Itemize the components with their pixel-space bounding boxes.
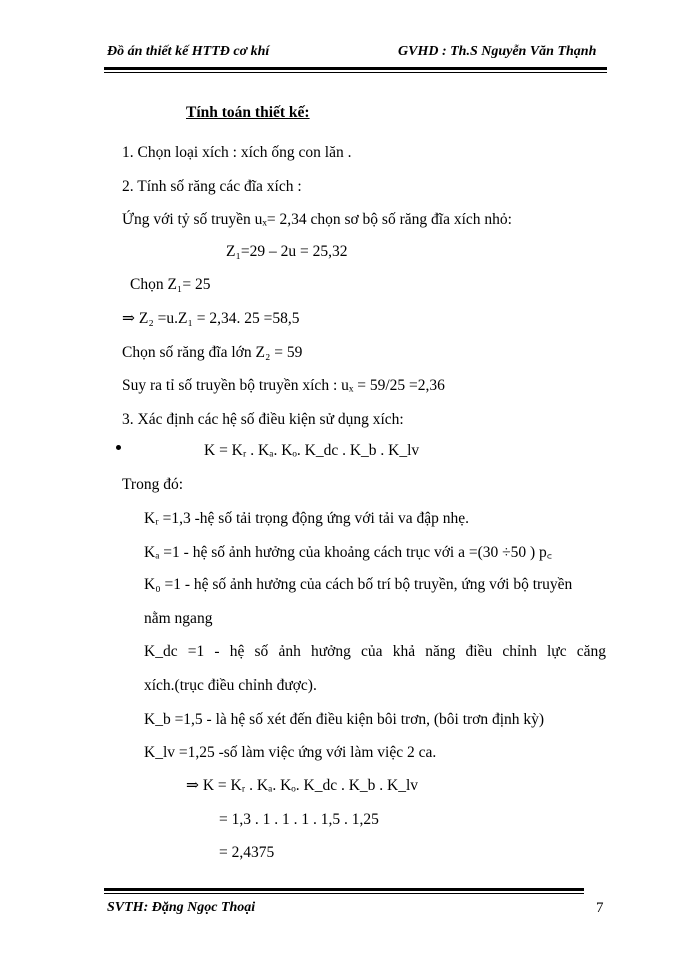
text-line: 1. Chọn loại xích : xích ống con lăn .	[122, 144, 352, 161]
section-title: Tính toán thiết kế:	[186, 104, 310, 121]
text-line: Kᵣ =1,3 -hệ số tải trọng động ứng với tải va đập nhẹ.	[144, 510, 470, 527]
page-number: 7	[596, 900, 604, 916]
text-line: Ứng với tỷ số truyền uₓ= 2,34 chọn sơ bộ số răng đĩa xích nhỏ:	[122, 211, 512, 228]
footer-rule-thin	[104, 893, 584, 894]
text-line: xích.(trục điều chỉnh được).	[144, 677, 317, 694]
footer-rule-thick	[104, 888, 584, 891]
text-line: 3. Xác định các hệ số điều kiện sử dụng xích:	[122, 411, 404, 428]
formula-line: Z₁=29 – 2u = 25,32	[226, 243, 348, 260]
text-line: Kₐ =1 - hệ số ảnh hưởng của khoảng cách trục với a =(30 ÷50 ) p꜀	[144, 544, 553, 561]
text-line: Trong đó:	[122, 476, 184, 493]
formula-line: ⇒ K = Kᵣ . Kₐ. Kₒ. K_dc . K_b . K_lv	[186, 777, 419, 794]
bullet-icon	[116, 445, 121, 450]
formula-line: = 1,3 . 1 . 1 . 1 . 1,5 . 1,25	[219, 811, 379, 828]
text-line: Suy ra tỉ số truyền bộ truyền xích : uₓ = 59/25 =2,36	[122, 377, 445, 394]
text-line: K_dc =1 - hệ số ảnh hưởng của khả năng điều chỉnh lực căng	[144, 643, 606, 660]
text-line: 2. Tính số răng các đĩa xích :	[122, 178, 302, 195]
header-right: GVHD : Th.S Nguyễn Văn Thạnh	[398, 44, 597, 59]
formula-line: = 2,4375	[219, 844, 275, 861]
formula-line: ⇒ Z₂ =u.Z₁ = 2,34. 25 =58,5	[122, 310, 300, 327]
text-line: Chọn Z₁= 25	[130, 276, 211, 293]
header-rule-thick	[104, 67, 607, 70]
text-line: K_lv =1,25 -số làm việc ứng với làm việc 2 ca.	[144, 744, 437, 761]
header-left: Đồ án thiết kế HTTĐ cơ khí	[107, 44, 270, 59]
text-line: nằm ngang	[144, 610, 213, 627]
text-line: K_b =1,5 - là hệ số xét đến điều kiện bôi trơn, (bôi trơn định kỳ)	[144, 711, 545, 728]
text-line: Chọn số răng đĩa lớn Z₂ = 59	[122, 344, 303, 361]
text-line: K₀ =1 - hệ số ảnh hưởng của cách bố trí bộ truyền, ứng với bộ truyền	[144, 576, 573, 593]
formula-line: K = Kᵣ . Kₐ. Kₒ. K_dc . K_b . K_lv	[204, 442, 420, 459]
header-rule-thin	[104, 72, 607, 73]
footer-author: SVTH: Đặng Ngọc Thoại	[107, 900, 256, 915]
